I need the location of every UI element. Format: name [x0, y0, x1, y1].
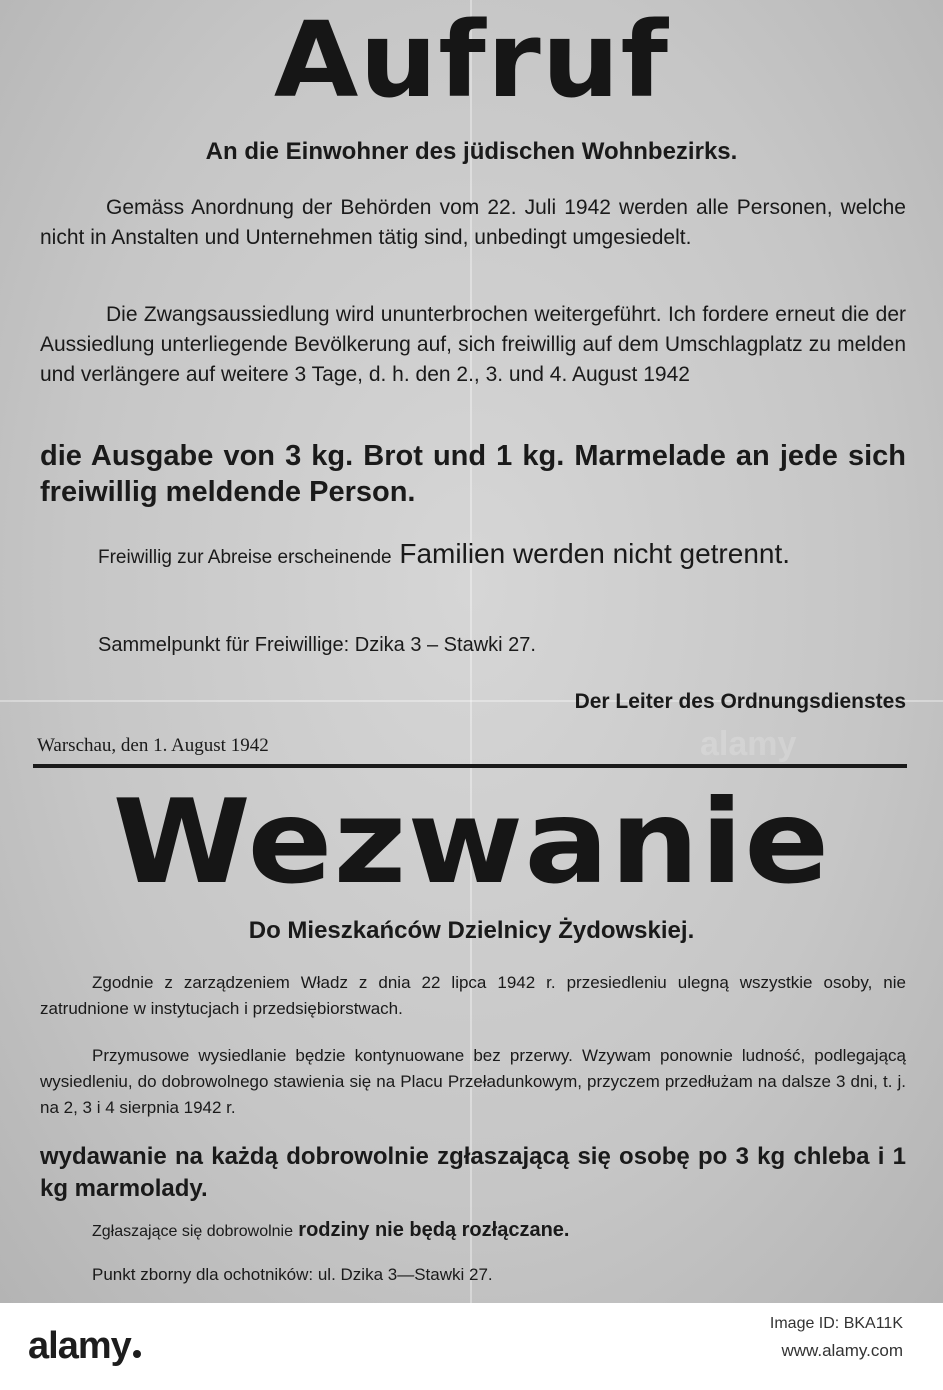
site-url: www.alamy.com: [781, 1341, 903, 1360]
german-signature: Der Leiter des Ordnungsdienstes: [574, 690, 906, 713]
alamy-logo: [28, 1325, 141, 1368]
polish-paragraph-2: Przymusowe wysiedlanie będzie kontynuowane bez przerwy. Wzywam ponownie ludność, podlegającą wysiedleniu, do dobrowolnego stawienia się na Placu Przeładunkowym, przyczem przedłużam na dalsze 3 dni, t. j. na 2, 3 i 4 sierpnia 1942 r.: [40, 1046, 906, 1117]
german-assembly-point: Sammelpunkt für Freiwillige: Dzika 3 – Stawki 27.: [98, 634, 536, 656]
german-subtitle: An die Einwohner des jüdischen Wohnbezirks.: [205, 138, 738, 165]
polish-paragraph-3-large: rodziny nie będą rozłączane.: [298, 1219, 570, 1241]
german-paragraph-3-large: Familien werden nicht getrennt.: [399, 538, 791, 569]
german-title: Aufruf: [273, 0, 670, 121]
logo-dot-icon: [133, 1350, 141, 1358]
section-divider: [33, 764, 907, 768]
polish-paragraph-3: [40, 1219, 906, 1242]
german-paragraph-1: Gemäss Anordnung der Behörden vom 22. Juli 1942 werden alle Personen, welche nicht in Anstalten und Unternehmen tätig sind, unbedingt umgesiedelt.: [40, 196, 906, 249]
image-id: Image ID: BKA11K: [769, 1315, 903, 1332]
faint-watermark: alamy: [700, 725, 797, 763]
image-id-block: [770, 1315, 903, 1361]
german-paragraph-3-small: Freiwillig zur Abreise erscheinende: [98, 547, 392, 568]
watermark-footer: [0, 1303, 943, 1390]
polish-title: Wezwanie: [112, 775, 831, 910]
german-dateline: Warschau, den 1. August 1942: [37, 735, 269, 756]
polish-paragraph-3-small: Zgłaszające się dobrowolnie: [92, 1223, 293, 1240]
polish-assembly-point: Punkt zborny dla ochotników: ul. Dzika 3—Stawki 27.: [92, 1265, 493, 1284]
german-paragraph-2-emphasis: die Ausgabe von 3 kg. Brot und 1 kg. Marmelade an jede sich freiwillig meldende Person.: [40, 440, 906, 508]
german-paragraph-3: [40, 535, 906, 577]
german-paragraph-2: Die Zwangsaussiedlung wird ununterbrochen weitergeführt. Ich fordere erneut die der Aussiedlung unterliegende Bevölkerung auf, sich freiwillig auf dem Umschlagplatz zu melden und verlängere auf weitere 3 Tage, d. h. den 2., 3. und 4. August 1942: [40, 303, 906, 386]
polish-paragraph-2-emphasis: wydawanie na każdą dobrowolnie zgłaszającą się osobę po 3 kg chleba i 1 kg marmolady.: [40, 1143, 906, 1202]
polish-paragraph-1: Zgodnie z zarządzeniem Władz z dnia 22 lipca 1942 r. przesiedleniu ulegną wszystkie osoby, nie zatrudnione w instytucjach i przedsiębiorstwach.: [40, 973, 906, 1018]
alamy-logo-text: alamy: [28, 1325, 131, 1367]
polish-subtitle: Do Mieszkańców Dzielnicy Żydowskiej.: [248, 917, 695, 944]
